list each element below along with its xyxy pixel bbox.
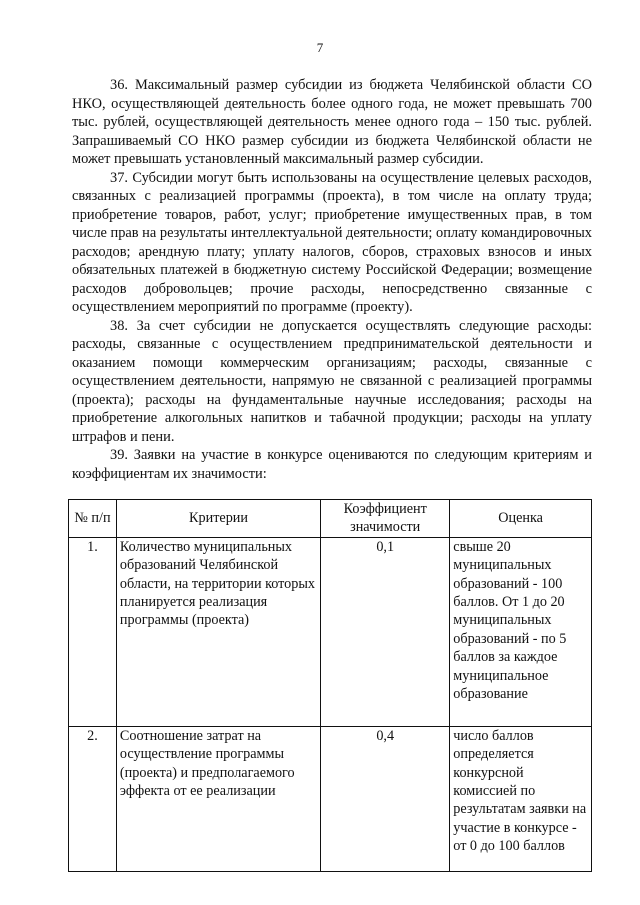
table-header-row bbox=[69, 500, 592, 538]
paragraph-38: 38. За счет субсидии не допускается осуществлять следующие расходы: расходы, связанные с осуществлением предпринимательской деятельности и оказанием помощи коммерческим организациям; расходы, связанные с осуществлением деятельности, напрямую не связанной с реализацией программы (проекта); расходы на фундаментальные научные исследования; расходы на приобретение алкогольных напитков и табачной продукции; расходы на уплату штрафов и пени. bbox=[72, 317, 592, 445]
cell-number: 2. bbox=[69, 726, 117, 871]
paragraph-36: 36. Максимальный размер субсидии из бюджета Челябинской области СО НКО, осуществляющей деятельность более одного года, не может превышать 700 тыс. рублей, осуществляющей деятельность менее одного года – 150 тыс. рублей. Запрашиваемый СО НКО размер субсидии из бюджета Челябинской области не может превышать установленный максимальный размер субсидии. bbox=[72, 77, 592, 167]
page-number: 7 bbox=[316, 40, 324, 55]
cell-criterion: Соотношение затрат на осуществление программы (проекта) и предполагаемого эффекта от ее реализации bbox=[116, 726, 320, 871]
cell-criterion: Количество муниципальных образований Челябинской области, на территории которых планируется реализация программы (проекта) bbox=[116, 537, 320, 726]
paragraph-37: 37. Субсидии могут быть использованы на осуществление целевых расходов, связанных с реализацией программы (проекта), в том числе на оплату труда; приобретение товаров, работ, услуг; приобретение имущественных прав, в том числе прав на результаты интеллектуальной деятельности; оплату командировочных расходов; арендную плату; уплату налогов, сборов, страховых взносов и иных обязательных платежей в бюджетную систему Российской Федерации; возмещение расходов добровольцев; прочие расходы, непосредственно связанные с осуществлением мероприятий по программе (проекту). bbox=[72, 169, 592, 315]
cell-score: свыше 20 муниципальных образований - 100 баллов. От 1 до 20 муниципальных образований - по 5 баллов за каждое муниципальное образование bbox=[450, 537, 592, 726]
cell-score: число баллов определяется конкурсной комиссией по результатам заявки на участие в конкурсе - от 0 до 100 баллов bbox=[450, 726, 592, 871]
header-score: Оценка bbox=[450, 500, 592, 538]
header-number: № п/п bbox=[69, 500, 117, 538]
table-row bbox=[69, 537, 592, 726]
document-body bbox=[72, 76, 592, 483]
paragraph-39: 39. Заявки на участие в конкурсе оцениваются по следующим критериям и коэффициентам их значимости: bbox=[72, 447, 592, 482]
criteria-table bbox=[68, 499, 592, 872]
cell-coefficient: 0,1 bbox=[321, 537, 450, 726]
table-row bbox=[69, 726, 592, 871]
cell-number: 1. bbox=[69, 537, 117, 726]
cell-coefficient: 0,4 bbox=[321, 726, 450, 871]
header-criteria: Критерии bbox=[116, 500, 320, 538]
header-coefficient: Коэффициент значимости bbox=[321, 500, 450, 538]
